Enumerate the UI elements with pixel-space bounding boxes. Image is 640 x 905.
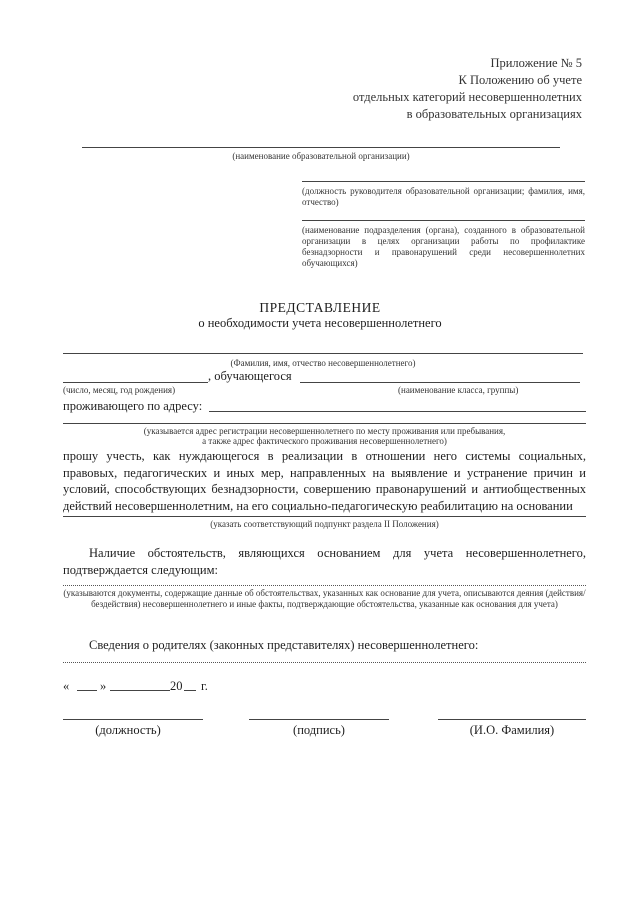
date-open-quote: « — [63, 679, 70, 693]
parents-label: Сведения о родителях (законных представителях) несовершеннолетнего: — [89, 638, 479, 652]
address-line-2[interactable] — [63, 423, 586, 424]
org-name-caption: (наименование образовательной организации) — [232, 151, 410, 161]
request-paragraph: прошу учесть, как нуждающегося в реализации в отношении него системы социальных, правовых, педагогических и иных мер, направленных на выявление и устранение причин и условий, способствующих безнадзорности, совершению правонарушений и антиобщественных действий несовершеннолетним, на его социально-педагогическую реабилитацию на основании — [63, 449, 586, 513]
studying-label: , обучающегося — [208, 369, 292, 383]
name-sign-caption: (И.О. Фамилия) — [469, 723, 555, 737]
position-sign-caption: (должность) — [95, 723, 161, 737]
fio-line[interactable] — [63, 353, 583, 354]
date-close-quote: » — [100, 679, 107, 693]
unit-line[interactable] — [302, 220, 585, 221]
date-year-field[interactable] — [184, 690, 196, 691]
parents-line[interactable] — [63, 662, 586, 663]
documents-line[interactable] — [63, 585, 586, 586]
director-caption: (должность руководителя образовательной организации; фамилия, имя, отчество) — [302, 186, 585, 207]
address-caption-2: а также адрес фактического проживания несовершеннолетнего) — [202, 436, 447, 446]
date-day-field[interactable] — [77, 690, 97, 691]
subpoint-caption: (указать соответствующий подпункт раздела II Положения) — [210, 519, 439, 529]
class-line[interactable] — [300, 382, 580, 383]
address-caption-1: (указывается адрес регистрации несовершеннолетнего по месту проживания или пребывания, — [143, 426, 506, 436]
date-row — [63, 678, 263, 694]
circumstances-paragraph: Наличие обстоятельств, являющихся основанием для учета несовершеннолетнего, подтверждается следующим: — [63, 546, 586, 577]
appendix-reference: К Положению об учете — [458, 73, 582, 87]
dob-caption: (число, месяц, год рождения) — [63, 385, 176, 395]
address-label: проживающего по адресу: — [63, 399, 203, 413]
unit-caption: (наименование подразделения (органа), созданного в образовательной организации в целях организации работы по профилактике безнадзорности и правонарушений среди несовершеннолетних обучающихся) — [302, 225, 585, 268]
dob-line[interactable] — [63, 382, 208, 383]
name-sign-line[interactable] — [438, 719, 586, 720]
appendix-number: Приложение № 5 — [490, 56, 582, 70]
subpoint-line[interactable] — [63, 516, 586, 517]
class-caption: (наименование класса, группы) — [398, 385, 519, 395]
org-name-line[interactable] — [82, 147, 560, 148]
address-line-1[interactable] — [209, 411, 586, 412]
director-line[interactable] — [302, 181, 585, 182]
document-title: ПРЕДСТАВЛЕНИЕ — [259, 300, 381, 315]
appendix-organizations: в образовательных организациях — [406, 107, 582, 121]
appendix-category: отдельных категорий несовершеннолетних — [352, 90, 582, 104]
date-year-prefix: 20 — [170, 679, 183, 693]
date-month-field[interactable] — [110, 690, 170, 691]
signature-caption: (подпись) — [293, 723, 345, 737]
document-subtitle: о необходимости учета несовершеннолетнего — [198, 316, 442, 330]
position-sign-line[interactable] — [63, 719, 203, 720]
date-year-suffix: г. — [201, 679, 208, 693]
signature-line[interactable] — [249, 719, 389, 720]
appendix-header — [262, 55, 582, 123]
fio-caption: (Фамилия, имя, отчество несовершеннолетнего) — [230, 358, 416, 368]
documents-caption: (указываются документы, содержащие данные об обстоятельствах, указанных как основание для учета, описываются деяния (действия/бездействия) несовершеннолетнего и иные факты, подтверждающие обстоятельства, указанные как основания для учета) — [63, 588, 586, 609]
